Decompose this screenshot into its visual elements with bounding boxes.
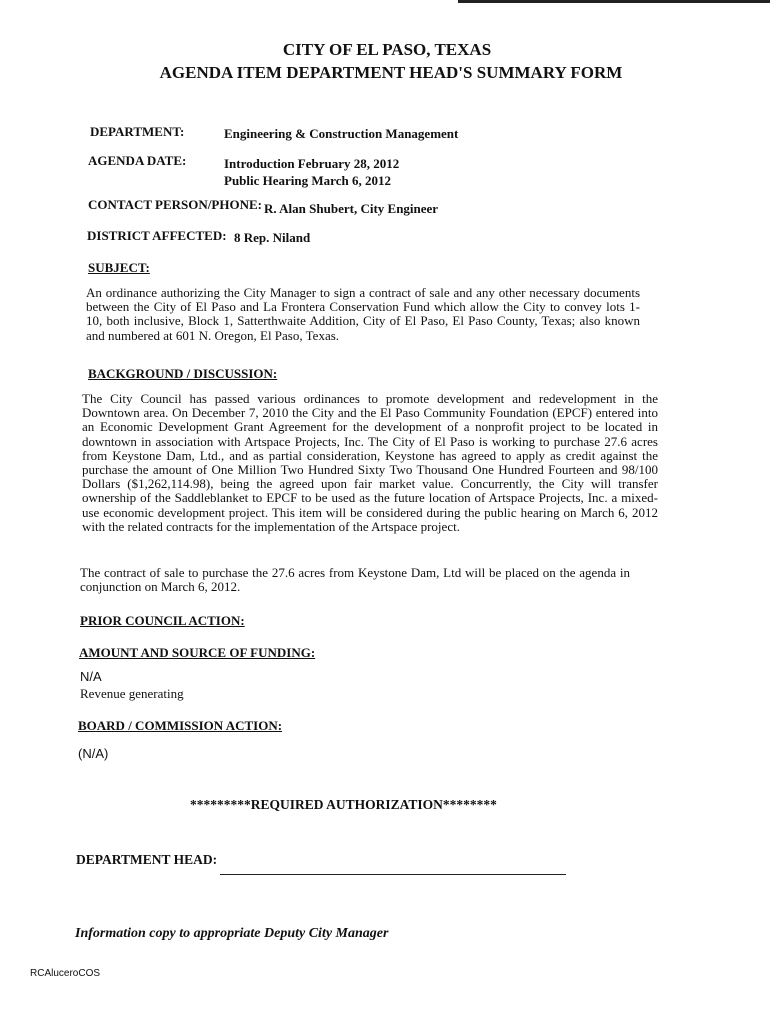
funding-note: Revenue generating [80, 686, 184, 701]
background-text: The City Council has passed various ordinances to promote development and redevelopment in the Downtown area. On December 7, 2010 the City and the El Paso Community Foundation (EPCF) entered into an Economic Development Grant Agreement for the development of a nonprofit project to be located in downtown in association with Artspace Projects, Inc. The City of El Paso is working to purchase 27.6 acres from Keystone Dam, Ltd., and as partial consideration, Keystone has agreed to apply as credit against the purchase the amount of One Million Two Hundred Sixty Two Thousand One Hundred Fourteen and 98/100 Dollars ($1,262,114.98), being the agreed upon fair market value. Concurrently, the City will transfer ownership of the Saddleblanket to EPCF to be used as the future location of Artspace Projects, Inc. a mixed-use economic development project. This item will be considered during the public hearing on March 6, 2012 with the related contracts for the implementation of the Artspace project. [82, 391, 658, 534]
funding-value: N/A [80, 669, 102, 684]
contact-value: R. Alan Shubert, City Engineer [264, 201, 439, 216]
form-title: AGENDA ITEM DEPARTMENT HEAD'S SUMMARY FORM [159, 63, 623, 82]
prior-council-heading: PRIOR COUNCIL ACTION: [80, 613, 245, 628]
funding-heading: AMOUNT AND SOURCE OF FUNDING: [79, 645, 316, 660]
board-heading: BOARD / COMMISSION ACTION: [78, 718, 283, 733]
distribution-note: Information copy to appropriate Deputy City Manager [75, 926, 389, 941]
department-label: DEPARTMENT: [90, 124, 185, 139]
scan-edge-line [458, 0, 770, 3]
board-value: (N/A) [78, 746, 109, 761]
district-value: 8 Rep. Niland [234, 230, 311, 245]
agenda-date-public-hearing: Public Hearing March 6, 2012 [224, 173, 391, 188]
department-head-label: DEPARTMENT HEAD: [76, 852, 218, 867]
signature-line [220, 874, 566, 875]
district-label: DISTRICT AFFECTED: [87, 228, 227, 243]
subject-text: An ordinance authorizing the City Manager to sign a contract of sale and any other necessary documents between the City of El Paso and La Frontera Conservation Fund which allow the City to convey lots 1- 10, both inclusive, Block 1, Satterthwaite Addition, City of El Paso, El Paso County, Texas; also known and numbered at 601 N. Oregon, El Paso, Texas. [86, 285, 640, 343]
document-code: RCAluceroCOS [30, 968, 101, 979]
background-text-continued: The contract of sale to purchase the 27.6 acres from Keystone Dam, Ltd will be placed on the agenda in conjunction on March 6, 2012. [80, 565, 630, 595]
subject-heading: SUBJECT: [88, 260, 150, 275]
agenda-date-label: AGENDA DATE: [88, 153, 187, 168]
required-authorization-banner: *********REQUIRED AUTHORIZATION******** [190, 797, 497, 812]
department-value: Engineering & Construction Management [224, 126, 459, 141]
contact-label: CONTACT PERSON/PHONE: [88, 197, 262, 212]
background-heading: BACKGROUND / DISCUSSION: [88, 366, 278, 381]
agenda-date-introduction: Introduction February 28, 2012 [224, 156, 400, 171]
document-title: CITY OF EL PASO, TEXAS [282, 40, 492, 59]
